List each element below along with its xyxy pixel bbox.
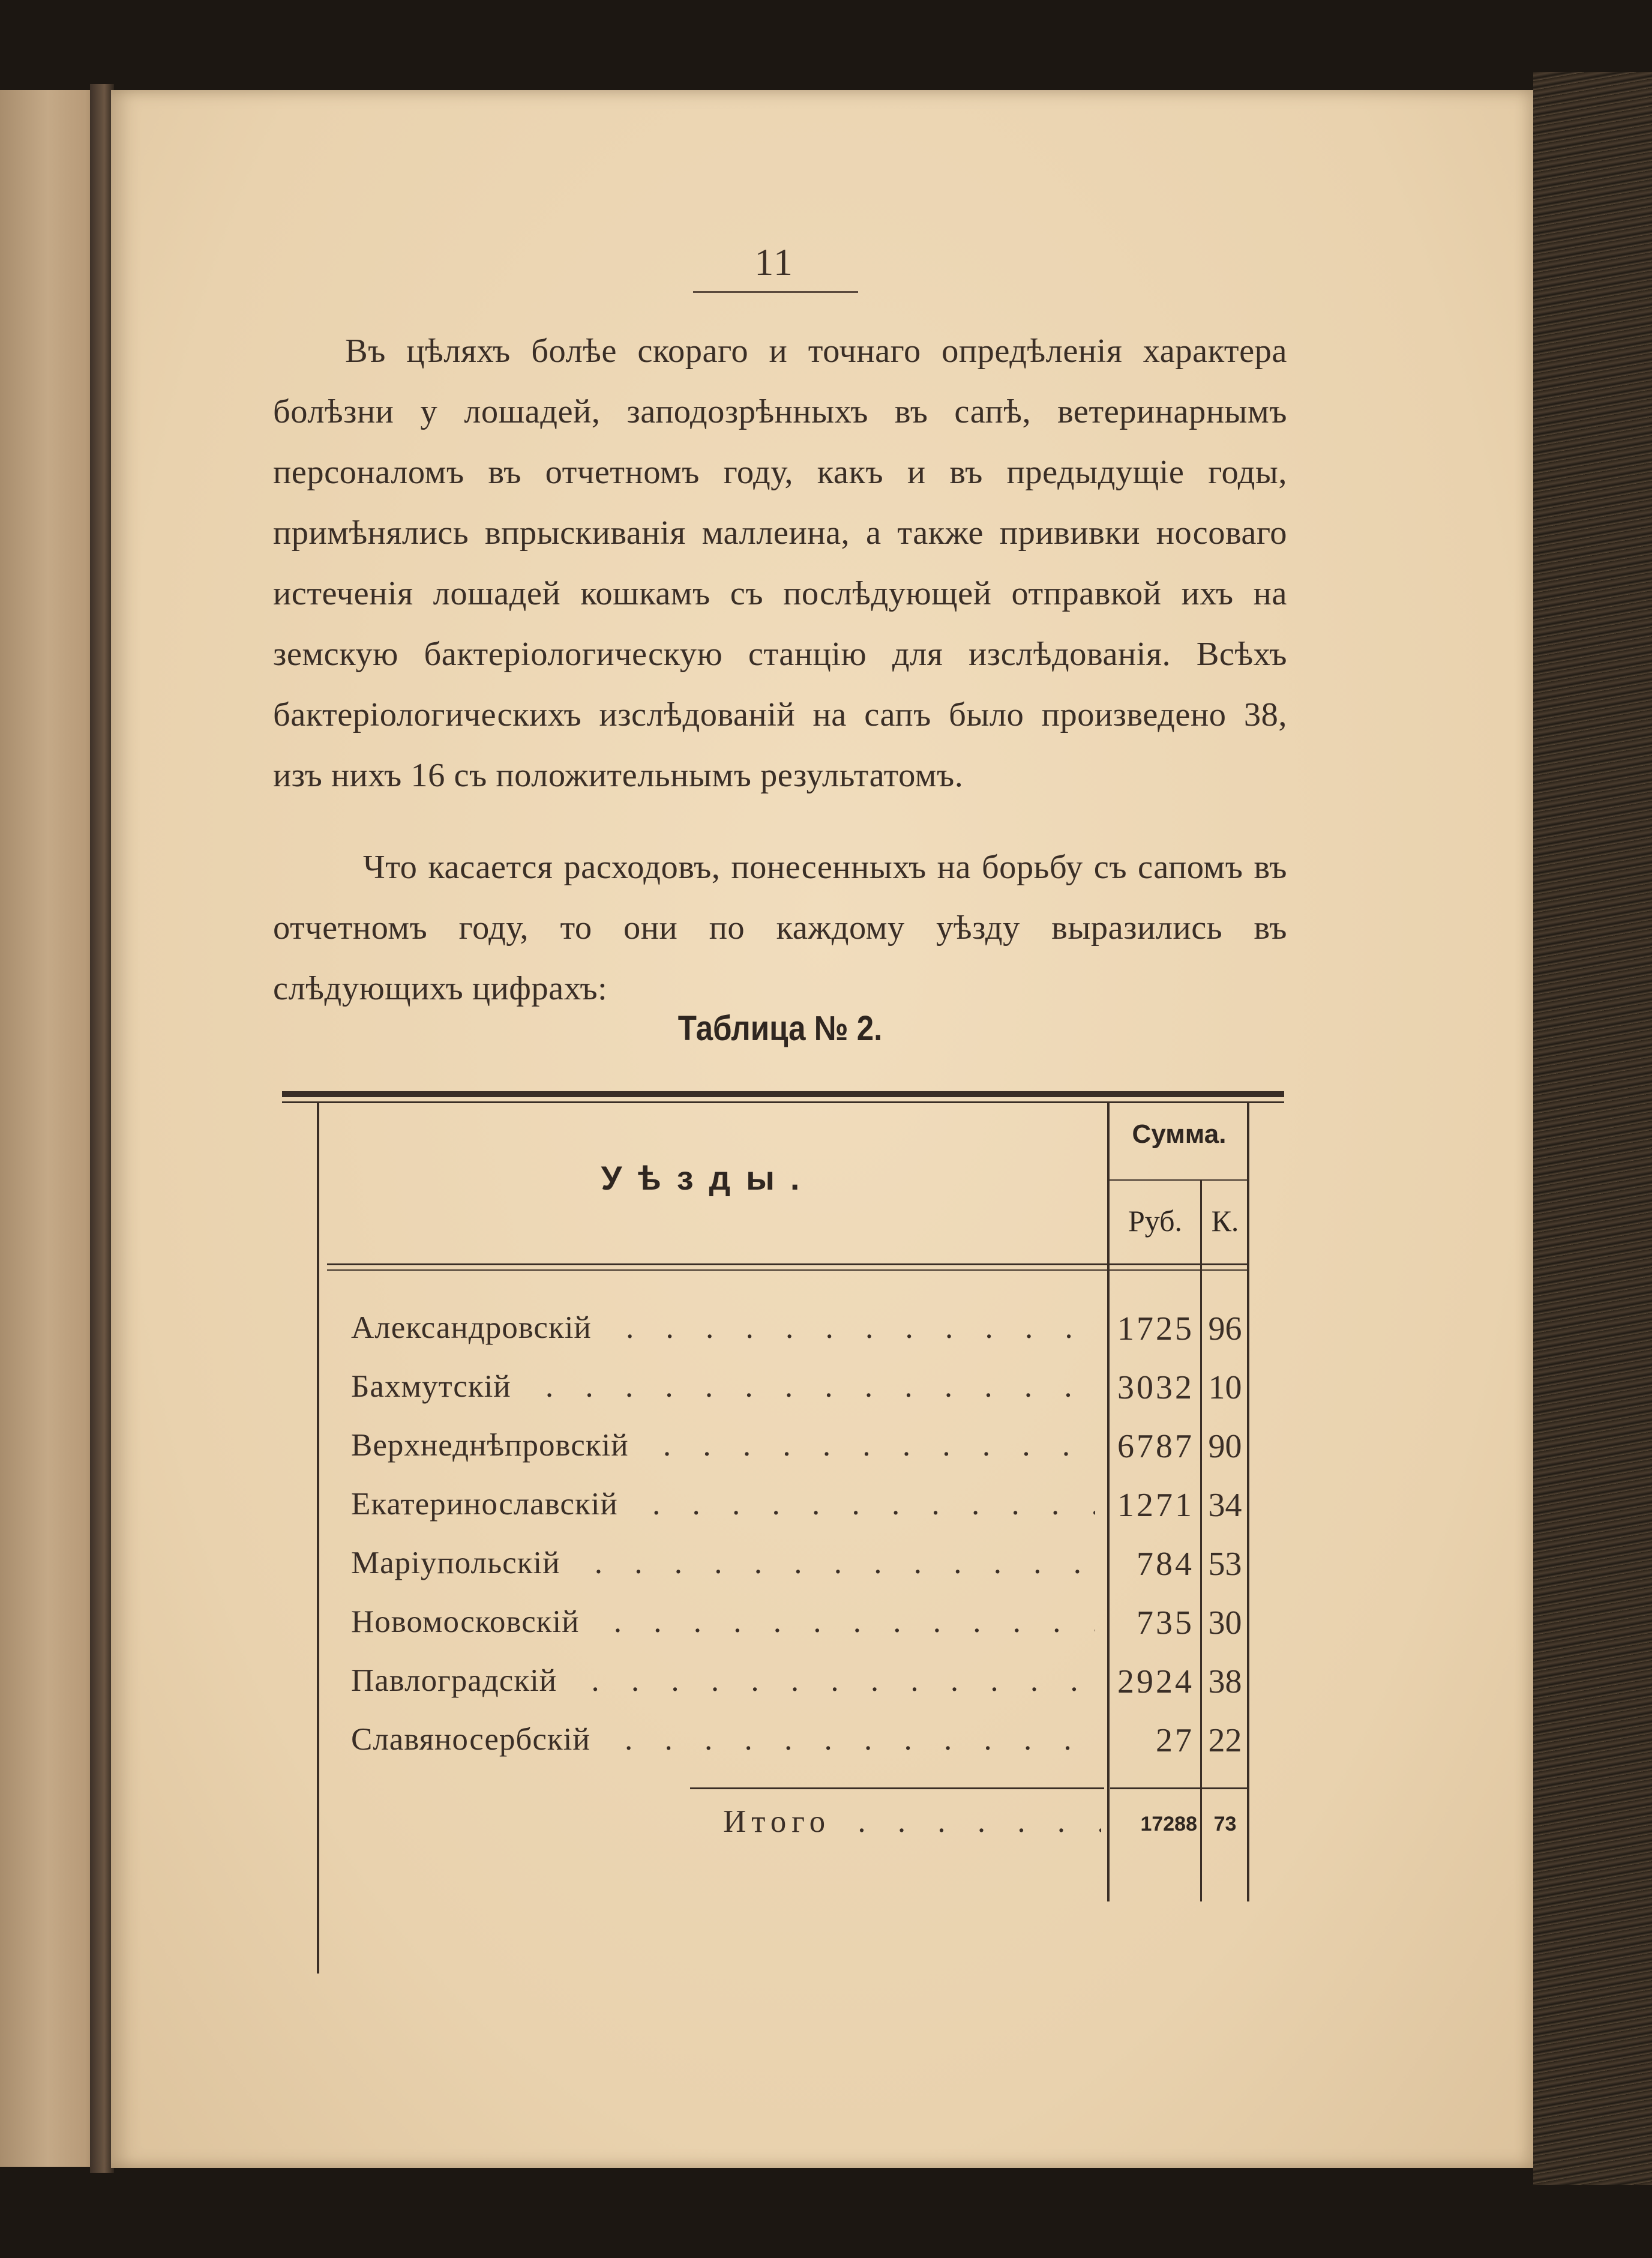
header-bottom-rule	[327, 1263, 1248, 1265]
amount-kopecks: 10	[1208, 1369, 1242, 1406]
total-label: Итого . . .	[723, 1804, 1101, 1840]
table-row	[0, 1486, 1652, 1545]
table-row	[0, 1663, 1652, 1721]
district-name: Павлоградскій . . .	[351, 1663, 1095, 1699]
district-name: Славяносербскій . . .	[351, 1721, 1095, 1757]
book-spine	[90, 84, 114, 2173]
paragraph-glanders-diagnosis: Въ цѣляхъ болѣе скораго и точнаго опредѣленія характера болѣзни у лошадей, заподозрѣнныхъ въ сапѣ, ветеринарнымъ персоналомъ въ отчетномъ году, какъ и въ предыдущіе годы, примѣнялись впрыскиванія маллеина, а также прививки носоваго истеченія лошадей кошкамъ съ послѣдующей отправкой ихъ на земскую бактеріологическую станцію для изслѣдованія. Всѣхъ бактеріологическихъ изслѣдованій на сапъ было произведено 38, изъ нихъ 16 съ положительнымъ результатомъ.	[273, 333, 1287, 794]
table-row	[0, 1310, 1652, 1368]
amount-rubles: 735	[1137, 1604, 1194, 1642]
sum-header-divider	[1109, 1179, 1248, 1181]
amount-rubles: 3032	[1117, 1369, 1194, 1406]
total-rule-sum	[1110, 1787, 1249, 1789]
total-rubles: 17288	[1140, 1813, 1197, 1835]
table-row	[0, 1721, 1652, 1780]
table-title: Таблица № 2.	[677, 1009, 883, 1048]
paragraph-expenses-intro: Что касается расходовъ, понесенныхъ на борьбу съ сапомъ въ отчетномъ году, то они по каждому уѣзду выразились въ слѣдующихъ цифрахъ:	[273, 849, 1287, 1007]
table-row	[0, 1604, 1652, 1663]
amount-rubles: 2924	[1117, 1663, 1194, 1700]
amount-kopecks: 30	[1208, 1604, 1242, 1642]
district-name: Бахмутскій . . .	[351, 1368, 1095, 1404]
amount-kopecks: 38	[1208, 1663, 1242, 1700]
header-sum: Сумма.	[1132, 1119, 1227, 1149]
amount-rubles: 27	[1156, 1722, 1194, 1759]
amount-kopecks: 22	[1208, 1722, 1242, 1759]
table-row	[0, 1545, 1652, 1604]
district-name: Верхнеднѣпровскій . . .	[351, 1427, 1095, 1463]
header-rubles: Руб.	[1128, 1204, 1183, 1238]
amount-kopecks: 34	[1208, 1487, 1242, 1524]
amount-rubles: 1271	[1117, 1487, 1194, 1524]
district-name: Екатеринославскій . . .	[351, 1486, 1095, 1522]
total-kopecks: 73	[1213, 1813, 1237, 1835]
amount-rubles: 1725	[1117, 1310, 1194, 1347]
district-name: Новомосковскій . . .	[351, 1604, 1095, 1640]
page-number: 11	[754, 241, 794, 283]
table-row	[0, 1427, 1652, 1486]
amount-kopecks: 53	[1208, 1546, 1242, 1583]
district-name: Маріупольскій . . .	[351, 1545, 1095, 1581]
book-cover-edge	[1533, 72, 1652, 2185]
table-top-rule	[282, 1091, 1284, 1097]
amount-kopecks: 90	[1208, 1428, 1242, 1465]
header-districts: Уѣзды.	[601, 1159, 815, 1197]
table-top-rule-thin	[282, 1101, 1284, 1103]
header-kopecks: К.	[1211, 1204, 1239, 1238]
header-bottom-rule-2	[327, 1269, 1248, 1271]
amount-rubles: 784	[1137, 1546, 1194, 1583]
page-number-rule	[693, 291, 858, 293]
amount-rubles: 6787	[1117, 1428, 1194, 1465]
district-name: Александровскій . . .	[351, 1310, 1095, 1346]
total-rule-label	[690, 1787, 1104, 1789]
amount-kopecks: 96	[1208, 1310, 1242, 1347]
table-row	[0, 1368, 1652, 1427]
